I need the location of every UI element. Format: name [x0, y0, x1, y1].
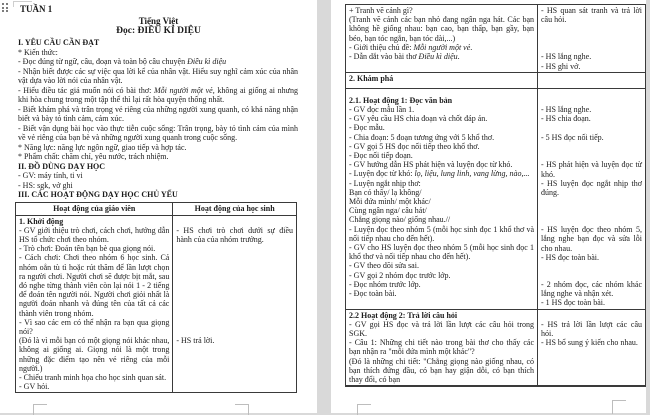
text-line: (Tranh vẽ cảnh các bạn nhỏ đang ngân nga hát. Các bạn không hề giống nhau: bạn cao, bạn thấp, bạn gầy, bạn béo, bạn tóc ngắn, bạn tóc dài,...)	[349, 15, 534, 43]
text-line: - Luyện đọc theo nhóm 5 (mỗi học sinh đọc 1 khổ thơ và nối tiếp nhau cho đến hết).	[349, 224, 534, 243]
text-line: - HS luyện đọc theo nhóm 5, lắng nghe bạn đọc và sửa lỗi cho nhau.	[541, 225, 642, 253]
text-line: - HS phát hiện và luyện đọc từ khó.	[541, 160, 642, 179]
student-cell	[538, 88, 646, 309]
text-line: - GV gọi HS đọc và trả lời lần lượt các câu hỏi trong SGK.	[349, 319, 534, 339]
text-line: I. YÊU CẦU CẦN ĐẠT	[18, 38, 100, 47]
text-line: 2.1. Hoạt động 1: Đọc văn bản	[349, 95, 453, 105]
text-line: - HS luyện đọc ngắt nhịp thơ đúng.	[541, 178, 642, 198]
text-line: - GV: máy tính, ti vi	[18, 171, 83, 180]
student-cell	[538, 5, 646, 73]
student-activities-header: Hoạt động của học sinh	[173, 202, 297, 215]
page-corner-mark	[235, 404, 249, 415]
text-line: (Đó là vì mỗi bạn có một giọng nói khác nhau, không ai giống ai. Giọng nói là một trong những đặc điểm tạo nên vẻ riêng của mỗi người.)	[19, 336, 170, 373]
teacher-cell	[16, 215, 173, 393]
text-line: - HS bổ sung ý kiến cho nhau.	[541, 338, 638, 348]
page-corner-mark	[612, 400, 626, 414]
subject-title: Tiếng Việt	[138, 16, 179, 26]
text-line: * Phẩm chất: chăm chỉ, yêu nước, trách nhiệm.	[18, 152, 169, 161]
lesson-objectives	[18, 38, 298, 200]
text-line: - Chia đoạn: 5 đoạn tương ứng với 5 khổ thơ.	[349, 132, 495, 142]
teacher-activities-header: Hoạt động của giáo viên	[16, 202, 173, 215]
text-line: - 5 HS đọc nối tiếp.	[541, 133, 604, 143]
text-line: Chẳng giọng nào/ giống nhau.//	[349, 215, 451, 225]
text-line: - GV đọc mẫu lần 1.	[349, 105, 415, 115]
text-line: - GV cho HS luyện đọc theo nhóm 5 (mỗi học sinh đọc 1 khổ thơ và nối tiếp nhau cho đến hết).	[349, 243, 534, 262]
text-line: - Biết vận dụng bài học vào thực tiễn cuộc sống: Trân trọng, bày tỏ tình cảm của mình về vẻ riêng của bạn bè và những người xung quanh trong cuộc sống.	[18, 123, 298, 142]
activities-table-body	[16, 215, 297, 393]
lesson-title: Đọc: ĐIỀU KÌ DIỆU	[116, 26, 201, 36]
text-line: - Đọc đúng từ ngữ, câu, đoạn và toàn bộ câu chuyện Điều kì diệu	[18, 57, 227, 66]
text-line: - Hiểu điều tác giả muốn nói có bài thơ: Mỗi người một vẻ, không ai giống ai nhưng khi hòa chung trong một tập thể thì lại rất hòa quyện thống nhất.	[18, 85, 299, 104]
text-line: - Cách chơi: Chơi theo nhóm 6 học sinh. Cả nhóm oẳn tù tì hoặc rút thăm để lần lượt chọn ra người chơi. Người chơi sẽ được bịt mắt, sau đó nghe từng thành viên còn lại nói 1 - 2 tiếng để đoán tên người nói. Người chơi giỏi nhất là người đoán nhanh và đúng tên của tất cả các thành viên trong nhóm.	[19, 253, 170, 318]
activities-table-continued-wrap	[345, 4, 646, 387]
text-line: - HS chia đoạn.	[541, 114, 591, 124]
text-line: III. CÁC HOẠT ĐỘNG DẠY HỌC CHỦ YẾU	[18, 190, 178, 199]
text-line: - Nhận biết được các sự việc qua lời kể của nhân vật. Hiểu suy nghĩ cảm xúc của nhân vật dựa vào lời nói của nhân vật.	[18, 66, 298, 85]
student-cell	[538, 309, 646, 386]
teacher-cell	[346, 88, 538, 309]
text-line: - Câu 1: Những chi tiết nào trong bài thơ cho thấy các bạn nhận ra "mỗi đứa mình một khác"?	[349, 338, 534, 357]
teacher-cell	[346, 72, 538, 88]
activities-table-continued-body	[346, 5, 646, 386]
table-row	[346, 72, 646, 88]
student-cell	[538, 72, 646, 88]
text-line: - Đọc toàn bài.	[349, 289, 397, 299]
text-line: - 1 HS đọc toàn bài.	[541, 298, 605, 308]
text-line: - Luyện ngắt nhịp thơ:	[349, 178, 421, 188]
text-line: - 2 nhóm đọc, các nhóm khác lắng nghe và nhận xét.	[541, 280, 642, 299]
text-line: - GV giới thiệu trò chơi, cách chơi, hướng dẫn HS tổ chức chơi theo nhóm.	[19, 225, 170, 244]
text-line: - GV hỏi.	[19, 382, 50, 392]
text-line: * Kiến thức:	[18, 47, 58, 57]
text-line: - HS: sgk, vở ghi	[18, 180, 73, 190]
activities-table-continued	[345, 4, 646, 386]
text-line: (Đó là những chi tiết: "Chẳng giọng nào giống nhau, có bạn thích đứng đầu, có bạn hay giận dỗi, có bạn thích thay đổi, có bạn	[349, 356, 534, 385]
text-line: Cùng ngân nga/ câu hát/	[349, 206, 427, 216]
text-line: - Đọc mẫu.	[349, 123, 385, 133]
table-row	[346, 5, 646, 73]
page-corner-mark	[33, 404, 47, 415]
text-line: - Biết khám phá và trân trọng vẻ riêng của những người xung quanh, có khả năng nhận biết và bày tỏ tình cảm, cảm xúc.	[18, 104, 298, 123]
table-move-handle-icon[interactable]	[2, 3, 9, 14]
text-line: - GV theo dõi sửa sai.	[349, 261, 419, 271]
text-line: Bạn có thấy/ lạ không/	[349, 187, 422, 197]
text-line: - HS trả lời lần lượt các câu hỏi.	[541, 319, 642, 338]
text-line: - Trò chơi: Đoán tên bạn bè qua giọng nói.	[19, 244, 156, 254]
text-line: - HS đọc toàn bài.	[541, 252, 599, 262]
teacher-cell	[346, 5, 538, 73]
student-cell	[173, 215, 297, 393]
text-line: - HS chơi trò chơi dưới sự điều hành của của nhóm trưởng.	[176, 225, 293, 244]
document-page-right	[331, 0, 646, 413]
text-line: + Tranh vẽ cảnh gì?	[349, 6, 413, 15]
teacher-cell	[346, 309, 538, 386]
text-line: - HS lắng nghe.	[541, 52, 592, 62]
text-line: - Chiếu tranh minh họa cho học sinh quan sát.	[19, 372, 167, 382]
page-corner-mark	[13, 1, 32, 7]
text-line: - GV gọi 5 HS đọc nối tiếp theo khổ thơ.	[349, 141, 480, 151]
table-row	[346, 88, 646, 309]
text-line: 1. Khởi động	[19, 216, 64, 226]
page-corner-mark	[357, 404, 371, 415]
text-line: - GV yêu cầu HS chia đoạn và chốt đáp án.	[349, 114, 488, 124]
text-line: - HS quan sát tranh và trả lời câu hỏi.	[541, 6, 642, 25]
text-line: - Đọc nhóm trước lớp.	[349, 279, 421, 289]
activities-table	[15, 202, 297, 394]
text-line: - Vì sao các em có thể nhận ra bạn qua giọng nói?	[19, 317, 170, 336]
text-line: - Đọc nối tiếp đoạn.	[349, 151, 413, 161]
text-line: - HS lắng nghe.	[541, 104, 592, 114]
text-line: - Luyện đọc từ khó: lọ, liệu, lung linh, vang lừng, nào,...	[349, 169, 530, 179]
text-line: * Năng lực: năng lực ngôn ngữ, giao tiếp và hợp tác.	[18, 142, 187, 152]
text-line: - Giới thiệu chủ đề: Mỗi người một vẻ.	[349, 42, 473, 52]
text-line: - GV hướng dẫn HS phát hiện và luyện đọc từ khó.	[349, 160, 513, 170]
document-page-left	[0, 0, 317, 413]
text-line: II. ĐỒ DÙNG DẠY HỌC	[18, 161, 106, 171]
table-row	[16, 215, 297, 393]
text-line: - Dẫn dắt vào bài thơ Điều kì diệu.	[349, 52, 460, 62]
week-title: TUẦN 1	[20, 4, 53, 14]
text-line: 2.2 Hoạt động 2: Trả lời câu hỏi	[349, 310, 458, 320]
text-line: - HS ghi vở.	[541, 61, 581, 71]
text-line: - HS trả lời.	[176, 335, 215, 345]
text-line: Mỗi đứa mình/ một khác/	[349, 197, 431, 207]
text-line: - GV gọi 2 nhóm đọc trước lớp.	[349, 270, 451, 280]
table-row	[346, 309, 646, 386]
table-header-row	[16, 202, 297, 215]
text-line: 2. Khám phá	[349, 73, 394, 83]
